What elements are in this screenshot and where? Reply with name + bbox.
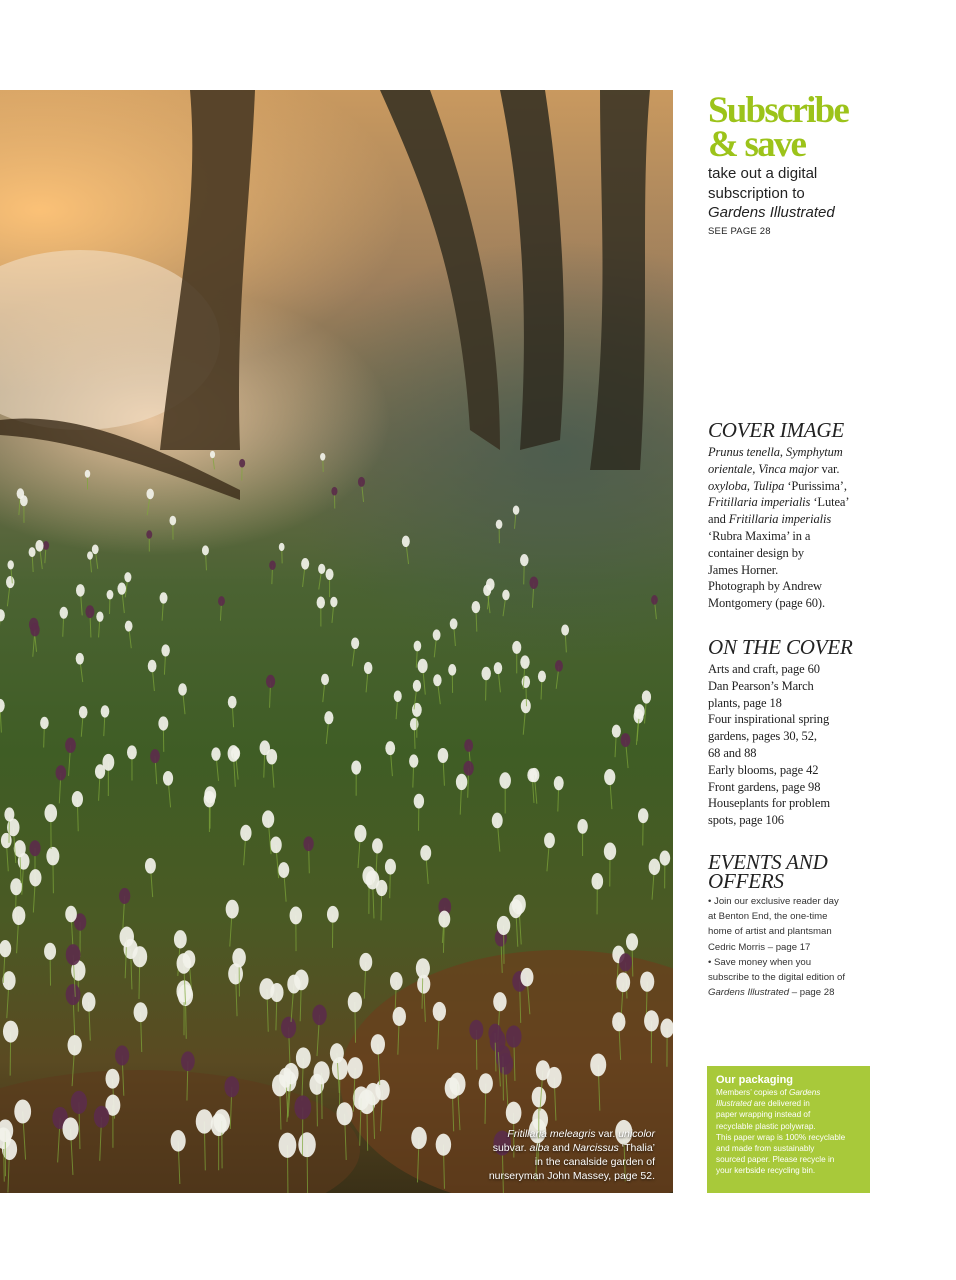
fritillary-flower — [619, 953, 632, 971]
tree-trunk — [160, 90, 255, 450]
packaging-line: your kerbside recycling bin. — [716, 1166, 816, 1176]
caption-line: Fritillaria meleagris var. unicolor — [507, 1128, 655, 1140]
fritillary-flower — [278, 862, 289, 878]
fritillary-flower — [412, 703, 422, 717]
fritillary-flower — [4, 807, 14, 821]
fritillary-flower — [120, 927, 134, 948]
cover-line: Front gardens, page 98 — [708, 779, 821, 794]
events-line: Gardens Illustrated – page 28 — [708, 987, 835, 999]
events-line: • Join our exclusive reader day — [708, 896, 839, 907]
subscribe-title[interactable] — [708, 90, 868, 165]
text-line: Photograph by Andrew — [708, 579, 822, 594]
fritillary-flower — [12, 906, 25, 925]
text-line: Prunus tenella, Symphytum — [708, 445, 843, 459]
fritillary-flower — [320, 453, 325, 461]
fritillary-flower — [196, 1109, 213, 1133]
fritillary-flower — [298, 1132, 315, 1157]
text-line: orientale, Vinca major var. — [708, 461, 840, 476]
text-line: James Horner. — [708, 562, 779, 577]
packaging-line: Members’ copies of Gardens — [716, 1088, 821, 1097]
cover-line: Arts and craft, page 60 — [708, 662, 820, 676]
text-line: Montgomery (page 60). — [708, 596, 825, 611]
fritillary-flower — [555, 660, 563, 671]
fritillary-flower — [590, 1053, 606, 1076]
fritillary-flower — [294, 1095, 311, 1119]
fritillary-flower — [612, 1012, 625, 1031]
fritillary-flower — [239, 459, 245, 468]
fritillary-flower — [213, 1109, 230, 1133]
fritillary-flower — [92, 544, 99, 554]
fritillary-flower — [371, 1034, 385, 1054]
fritillary-flower — [1, 833, 12, 848]
fritillary-flower — [115, 1045, 129, 1065]
events-heading-line: OFFERS — [708, 869, 784, 893]
fritillary-flower — [262, 810, 274, 827]
packaging-title: Our packaging — [716, 1074, 794, 1086]
fritillary-flower — [499, 772, 511, 788]
fritillary-flower — [127, 745, 137, 759]
on-the-cover-list — [708, 661, 878, 829]
fritillary-flower — [502, 590, 509, 601]
fritillary-flower — [529, 768, 539, 782]
caption-line: nurseryman John Massey, page 52. — [488, 1170, 655, 1182]
fritillary-flower — [56, 765, 67, 780]
fritillary-flower — [158, 716, 168, 730]
fritillary-flower — [224, 1076, 239, 1097]
fritillary-flower — [456, 774, 467, 790]
fritillary-flower — [353, 1086, 370, 1110]
photo-caption — [445, 1127, 655, 1183]
fritillary-flower — [94, 1106, 109, 1128]
fritillary-flower — [10, 878, 22, 895]
fritillary-flower — [68, 1035, 82, 1055]
fritillary-flower — [521, 699, 531, 713]
fritillary-flower — [3, 1021, 18, 1043]
on-the-cover-heading: ON THE COVER — [708, 635, 853, 659]
caption-line: in the canalside garden of — [534, 1156, 655, 1168]
fritillary-flower — [14, 1099, 31, 1123]
fritillary-flower — [211, 747, 220, 760]
fritillary-flower — [463, 761, 473, 776]
fritillary-flower — [393, 1007, 406, 1026]
fritillary-flower — [35, 540, 43, 552]
events-heading — [708, 850, 878, 893]
fritillary-flower — [117, 583, 126, 595]
fritillary-flower — [76, 653, 84, 665]
fritillary-flower — [634, 704, 644, 719]
fritillary-flower — [522, 676, 531, 688]
fritillary-flower — [326, 569, 334, 580]
fritillary-flower — [66, 984, 81, 1005]
fritillary-flower — [358, 477, 365, 487]
fritillary-flower — [520, 554, 529, 566]
fritillary-flower — [330, 1043, 344, 1063]
fritillary-flower — [125, 621, 133, 632]
fritillary-flower — [6, 576, 14, 588]
fritillary-flower — [287, 975, 300, 994]
fritillary-flower — [85, 605, 94, 618]
fritillary-flower — [612, 725, 621, 738]
fritillary-flower — [134, 1002, 148, 1022]
fritillary-flower — [464, 739, 473, 752]
fritillary-flower — [651, 595, 658, 605]
packaging-line: recyclable plastic polywrap. — [716, 1121, 816, 1131]
fritillary-flower — [181, 1051, 195, 1071]
fritillary-flower — [364, 662, 373, 674]
fritillary-flower — [266, 675, 275, 688]
fritillary-flower — [509, 899, 522, 918]
caption-line: subvar. alba and Narcissus ‘Thalia’ — [492, 1142, 655, 1154]
fritillary-flower — [46, 847, 59, 866]
fritillary-flower — [506, 1025, 522, 1047]
photo-scene — [0, 90, 673, 1193]
packaging-line: sourced paper. Please recycle in — [716, 1155, 835, 1165]
fritillary-flower — [232, 948, 246, 967]
fritillary-flower — [418, 659, 428, 673]
fritillary-flower — [638, 808, 648, 823]
fritillary-flower — [163, 771, 173, 786]
fritillary-flower — [44, 804, 57, 822]
fritillary-flower — [324, 711, 333, 724]
events-line: at Benton End, the one-time — [708, 911, 828, 923]
packaging-line: This paper wrap is 100% recyclable — [716, 1132, 846, 1142]
fritillary-flower — [96, 611, 103, 621]
fritillary-flower — [2, 971, 15, 990]
fritillary-flower — [0, 699, 5, 712]
fritillary-flower — [177, 953, 191, 974]
fritillary-flower — [359, 953, 372, 971]
fritillary-flower — [529, 576, 538, 589]
fritillary-flower — [270, 836, 282, 853]
fritillary-flower — [60, 607, 68, 619]
fritillary-flower — [72, 791, 83, 807]
fritillary-flower — [7, 560, 13, 569]
fritillary-flower — [161, 644, 169, 656]
fritillary-flower — [71, 1091, 87, 1114]
fritillary-flower — [642, 690, 651, 703]
cover-line: Dan Pearson’s March — [708, 678, 814, 693]
fritillary-flower — [327, 906, 339, 923]
fritillary-flower — [479, 1073, 493, 1093]
cover-line: Houseplants for problem — [708, 796, 830, 811]
fritillary-flower — [314, 1061, 330, 1084]
fritillary-flower — [301, 558, 309, 570]
fritillary-flower — [107, 590, 114, 600]
fritillary-flower — [483, 584, 491, 595]
fritillary-flower — [146, 530, 152, 538]
fritillary-flower — [176, 980, 191, 1002]
packaging-text — [716, 1087, 862, 1177]
subscribe-title-line: Subscribe — [708, 90, 849, 131]
fritillary-flower — [79, 706, 88, 718]
fritillary-flower — [124, 572, 131, 582]
tree-trunk — [500, 90, 564, 450]
fritillary-flower — [210, 451, 215, 458]
fritillary-flower — [202, 545, 209, 555]
fritillary-flower — [409, 754, 418, 767]
events-text — [708, 894, 878, 1000]
packaging-box — [707, 1066, 870, 1193]
fritillary-flower — [469, 1020, 483, 1040]
cover-line: spots, page 106 — [708, 813, 784, 828]
see-page-link[interactable]: SEE PAGE 28 — [708, 226, 771, 237]
fritillary-flower — [394, 690, 402, 701]
fritillary-flower — [0, 609, 5, 621]
fritillary-flower — [317, 596, 325, 608]
text-line: oxyloba, Tulipa ‘Purissima’, — [708, 478, 847, 493]
fritillary-flower — [433, 1002, 446, 1021]
fritillary-flower — [330, 597, 337, 607]
fritillary-flower — [496, 520, 503, 529]
fritillary-flower — [520, 655, 529, 668]
fritillary-flower — [228, 745, 240, 762]
fritillary-flower — [493, 992, 506, 1011]
fritillary-flower — [148, 660, 157, 673]
fritillary-flower — [450, 618, 458, 629]
fritillary-flower — [372, 838, 383, 853]
fritillary-flower — [532, 1087, 546, 1108]
fritillary-flower — [65, 906, 77, 923]
fritillary-flower — [520, 968, 533, 987]
fritillary-flower — [497, 916, 510, 935]
fritillary-flower — [390, 972, 403, 990]
fritillary-flower — [649, 859, 660, 875]
fritillary-flower — [577, 819, 587, 834]
fritillary-flower — [20, 495, 28, 506]
fritillary-flower — [554, 776, 564, 790]
fritillary-flower — [119, 888, 130, 904]
fritillary-flower — [226, 900, 239, 919]
fritillary-flower — [513, 505, 520, 514]
fritillary-flower — [604, 842, 616, 860]
fritillary-flower — [494, 662, 502, 674]
cover-line: 68 and 88 — [708, 745, 757, 760]
fritillary-flower — [76, 584, 85, 596]
fritillary-flower — [385, 741, 395, 755]
cover-line: Four inspirational spring — [708, 712, 830, 727]
fritillary-flower — [506, 1102, 522, 1124]
fritillary-flower — [296, 1047, 311, 1068]
events-line: subscribe to the digital edition of — [708, 972, 846, 984]
fritillary-flower — [536, 1060, 550, 1080]
fritillary-flower — [561, 624, 569, 635]
fritillary-flower — [413, 680, 421, 692]
fritillary-flower — [150, 749, 160, 763]
fritillary-flower — [448, 664, 456, 676]
cover-image-text — [708, 444, 878, 612]
cover-photo — [0, 90, 673, 1193]
fritillary-flower — [284, 1063, 299, 1084]
fritillary-flower — [538, 671, 546, 683]
fritillary-flower — [240, 825, 251, 841]
fritillary-flower — [43, 541, 49, 550]
fritillary-flower — [438, 748, 449, 763]
tree-trunk — [380, 90, 500, 450]
fritillary-flower — [621, 733, 631, 747]
fritillary-flower — [385, 859, 396, 875]
packaging-line: Illustrated are delivered in — [716, 1099, 810, 1109]
fritillary-flower — [414, 641, 422, 652]
cover-image-heading: COVER IMAGE — [708, 418, 845, 442]
text-line: and Fritillaria imperialis — [708, 512, 832, 527]
fritillary-flower — [87, 551, 93, 559]
fritillary-flower — [169, 516, 176, 526]
fritillary-flower — [132, 946, 147, 967]
fritillary-flower — [492, 813, 503, 829]
fritillary-flower — [106, 1069, 120, 1089]
fritillary-flower — [228, 696, 237, 709]
fritillary-flower — [433, 629, 441, 640]
fritillary-flower — [101, 705, 110, 717]
fritillary-flower — [279, 543, 285, 551]
fritillary-flower — [592, 873, 604, 890]
fritillary-flower — [66, 944, 81, 965]
fritillary-flower — [438, 911, 450, 928]
fritillary-flower — [544, 833, 555, 848]
subscribe-body — [708, 164, 868, 223]
fritillary-flower — [366, 870, 380, 889]
fritillary-flower — [354, 825, 366, 842]
text-line: ‘Rubra Maxima’ in a — [708, 528, 811, 543]
text-line: Fritillaria imperialis ‘Lutea’ — [708, 495, 850, 510]
fritillary-flower — [481, 667, 490, 681]
fritillary-flower — [145, 858, 156, 874]
fritillary-flower — [416, 958, 430, 978]
fritillary-flower — [65, 738, 76, 753]
tree-trunk — [590, 90, 650, 470]
text-line: container design by — [708, 545, 804, 560]
fritillary-flower — [512, 641, 521, 654]
events-line: • Save money when you — [708, 956, 812, 968]
cover-line: Early blooms, page 42 — [708, 762, 819, 777]
fritillary-flower — [0, 940, 11, 957]
fritillary-flower — [29, 869, 41, 886]
fritillary-flower — [29, 840, 40, 856]
fritillary-flower — [260, 740, 270, 755]
fritillary-flower — [102, 754, 114, 771]
fritillary-flower — [449, 1073, 465, 1096]
fritillary-flower — [290, 906, 302, 924]
fritillary-flower — [40, 717, 49, 729]
fritillary-flower — [660, 851, 671, 866]
packaging-line: paper wrapping instead of — [716, 1110, 811, 1120]
fritillary-flower — [44, 943, 56, 960]
fritillary-flower — [337, 1102, 353, 1125]
fritillary-flower — [171, 1130, 186, 1152]
fritillary-flower — [640, 971, 654, 991]
fritillary-flower — [348, 1057, 363, 1079]
fritillary-flower — [318, 564, 325, 574]
fritillary-flower — [604, 769, 615, 785]
fritillary-flower — [270, 983, 283, 1002]
magazine-name: Gardens Illustrated — [708, 204, 835, 221]
fritillary-flower — [279, 1133, 297, 1158]
fritillary-flower — [218, 596, 225, 606]
cover-line: plants, page 18 — [708, 695, 782, 710]
packaging-line: and made from sustainably — [716, 1144, 815, 1154]
subscribe-body-line: take out a digital — [708, 165, 818, 182]
fritillary-flower — [281, 1017, 296, 1039]
events-line: Cedric Morris – page 17 — [708, 941, 811, 953]
fritillary-flower — [411, 1127, 427, 1149]
fritillary-flower — [626, 933, 638, 950]
fritillary-flower — [29, 547, 36, 557]
cover-line: gardens, pages 30, 52, — [708, 729, 817, 744]
fritillary-flower — [30, 623, 39, 637]
fritillary-flower — [321, 674, 329, 685]
fritillary-flower — [82, 992, 96, 1011]
fritillary-flower — [414, 794, 424, 809]
subscribe-body-line: subscription to — [708, 184, 805, 202]
fritillary-flower — [204, 791, 215, 807]
fritillary-flower — [174, 930, 187, 948]
fritillary-flower — [402, 536, 410, 547]
fritillary-flower — [312, 1005, 326, 1026]
fritillary-flower — [472, 601, 481, 613]
fritillary-flower — [331, 487, 337, 496]
fritillary-flower — [351, 637, 359, 649]
fritillary-flower — [178, 683, 187, 695]
fritillary-flower — [348, 992, 362, 1012]
subscribe-title-line: & save — [708, 124, 806, 165]
fritillary-flower — [63, 1117, 79, 1140]
events-heading-line: EVENTS AND — [708, 850, 828, 874]
fritillary-flower — [420, 845, 431, 861]
fritillary-flower — [616, 972, 630, 992]
fritillary-flower — [85, 470, 90, 478]
fritillary-flower — [644, 1010, 659, 1031]
fritillary-flower — [351, 760, 361, 774]
events-line: home of artist and plantsman — [708, 926, 832, 938]
fritillary-flower — [160, 592, 168, 603]
fritillary-flower — [433, 674, 441, 686]
fritillary-flower — [269, 560, 276, 569]
fritillary-flower — [146, 489, 153, 500]
fritillary-flower — [488, 1024, 501, 1043]
fritillary-flower — [303, 836, 313, 851]
